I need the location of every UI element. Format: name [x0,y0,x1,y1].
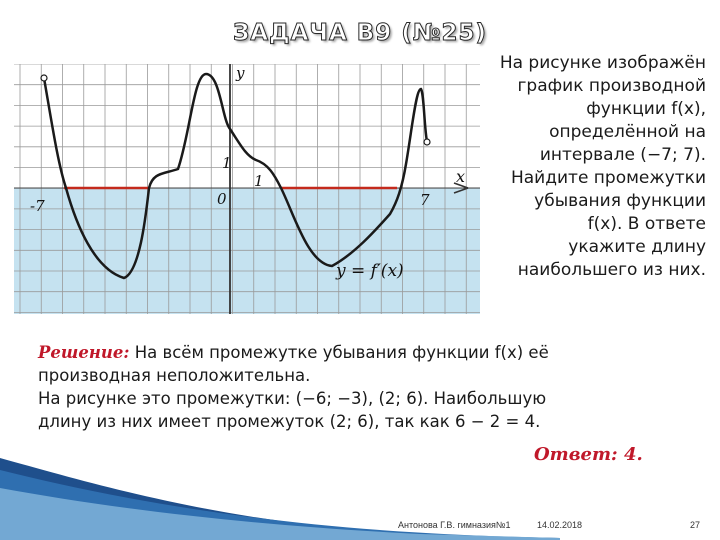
slide-title: ЗАДАЧА B9 (№25) [232,20,488,46]
problem-line: определённой на [549,122,706,142]
footer-author: Антонова Г.В. гимназия№1 [398,520,511,530]
y-axis-label: y [236,64,245,82]
origin-label: 0 [217,190,227,208]
x-axis-label: x [456,167,466,186]
curve-end-point [424,139,430,145]
footer-date: 14.02.2018 [537,520,583,530]
answer-text: Ответ: 4. [534,444,643,465]
problem-line: укажите длину [568,237,706,257]
problem-line: график производной [517,76,706,96]
problem-line: Найдите промежутки [510,168,706,188]
unit-y-label: 1 [222,154,232,172]
problem-text [478,52,706,282]
solution-line: производная неположительна. [38,366,311,385]
solution-line: На рисунке это промежутки: (−6; −3), (2; 6). Наибольшую [38,389,547,408]
solution-line-rest: На всём промежутке убывания функции f(x) её [129,343,549,362]
problem-line: f(x). В ответе [587,214,706,234]
derivative-graph [14,64,480,314]
curve-start-point [41,75,47,81]
solution-lead: Решение: [38,343,130,362]
x-min-label: -7 [30,197,45,215]
problem-line: функции f(x), [586,99,706,119]
solution-line [38,341,668,364]
problem-line: На рисунке изображён [499,53,706,73]
x-max-label: 7 [420,191,430,209]
solution-text [38,341,668,433]
function-label: y = f′(x) [336,261,404,281]
solution-line: длину из них имеет промежуток (2; 6), так как 6 − 2 = 4. [38,412,541,431]
problem-line: наибольшего из них. [517,260,706,280]
problem-line: убывания функции [534,191,706,211]
footer-page-number: 27 [690,520,701,530]
unit-x-label: 1 [254,172,264,190]
problem-line: интервале (−7; 7). [539,145,706,165]
